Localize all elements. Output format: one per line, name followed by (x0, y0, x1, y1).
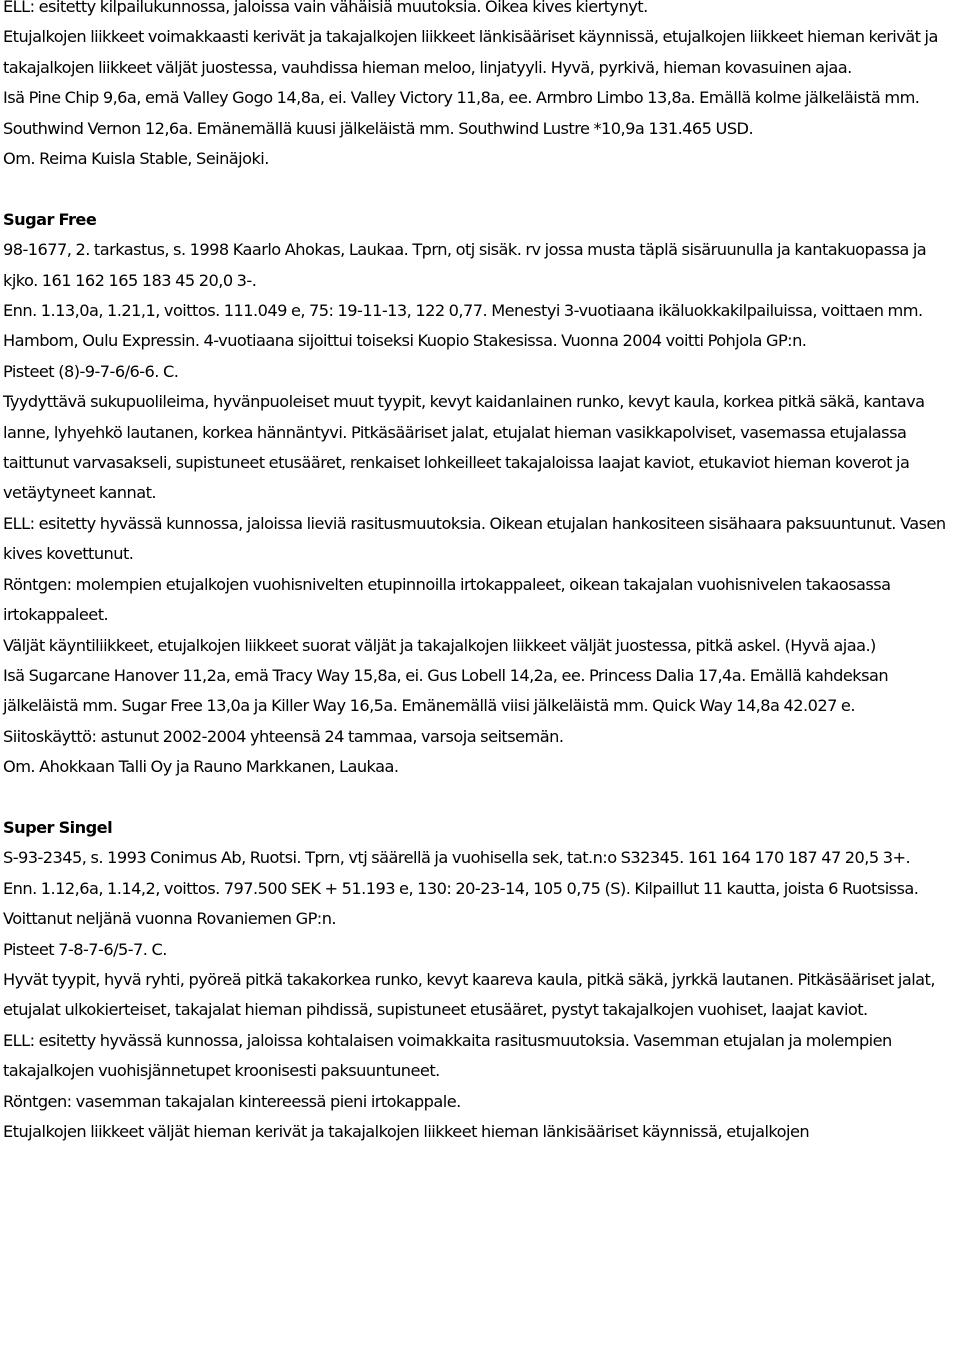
ell-paragraph: ELL: esitetty hyvässä kunnossa, jaloissa kohtalaisen voimakkaita rasitusmuutoksia. Vasemman etujalan ja molempien takajalkojen vuohisjännetupet kroonisesti paksuuntuneet. (3, 1030, 892, 1081)
movement-paragraph: Etujalkojen liikkeet voimakkaasti kerivät ja takajalkojen liikkeet länkisääriset käynnissä, etujalkojen liikkeet hieman kerivät ja takajalkojen liikkeet väljät juostessa, vauhdissa hieman meloo, linjatyyli. Hyvä, pyrkivä, hieman kovasuinen ajaa. (3, 27, 938, 77)
race-record-paragraph: Enn. 1.12,6a, 1.14,2, voittos. 797.500 SEK + 51.193 e, 130: 20-23-14, 105 0,75 (S). Kilpaillut 11 kautta, joista 6 Ruotsissa. Voittanut neljänä vuonna Rovaniemen GP:n. (3, 878, 919, 929)
race-record-paragraph: Enn. 1.13,0a, 1.21,1, voittos. 111.049 e, 75: 19-11-13, 122 0,77. Menestyi 3-vuotiaana ikäluokkakilpailuissa, voittaen mm. Hambom, Oulu Expressin. 4-vuotiaana sijoittui toiseksi Kuopio Stakesissa. Vuonna 2004 voitti Pohjola GP:n. (3, 301, 923, 351)
ell-paragraph: ELL: esitetty kilpailukunnossa, jaloissa vain vähäisiä muutoksia. Oikea kives kiertynyt. (3, 0, 648, 16)
type-paragraph: Hyvät tyypit, hyvä ryhti, pyöreä pitkä takakorkea runko, kevyt kaareva kaula, pitkä säkä, jyrkkä lautanen. Pitkäsääriset jalat, etujalat ulkokierteiset, takajalat hieman pihdissä, supistuneet etusääret, pystyt takajalkojen vuohiset, laajat kaviot. (3, 969, 935, 1020)
movement-paragraph: Etujalkojen liikkeet väljät hieman kerivät ja takajalkojen liikkeet hieman länkisääriset käynnissä, etujalkojen (3, 1122, 810, 1141)
pedigree-paragraph: Isä Sugarcane Hanover 11,2a, emä Tracy Way 15,8a, ei. Gus Lobell 14,2a, ee. Princess Dalia 17,4a. Emällä kahdeksan jälkeläistä mm. Sugar Free 13,0a ja Killer Way 16,5a. Emänemällä viisi jälkeläistä mm. Quick Way 14,8a 42.027 e. (3, 665, 889, 716)
ell-paragraph: ELL: esitetty hyvässä kunnossa, jaloissa lieviä rasitusmuutoksia. Oikean etujalan hankositeen sisähaara paksuuntunut. Vasen kives kovettunut. (3, 513, 946, 564)
horse-name-heading: Super Singel (3, 817, 113, 837)
movement-paragraph: Väljät käyntiliikkeet, etujalkojen liikkeet suorat väljät ja takajalkojen liikkeet väljät juostessa, pitkä askel. (Hyvä ajaa.) (3, 635, 876, 655)
xray-paragraph: Röntgen: vasemman takajalan kintereessä pieni irtokappale. (3, 1091, 461, 1111)
breeding-paragraph: Siitoskäyttö: astunut 2002-2004 yhteensä 24 tammaa, varsoja seitsemän. (3, 726, 564, 746)
registration-paragraph: S-93-2345, s. 1993 Conimus Ab, Ruotsi. Tprn, vtj säärellä ja vuohisella sek, tat.n:o S32345. 161 164 170 187 47 20,5 3+. (3, 848, 911, 868)
points-paragraph: Pisteet 7-8-7-6/5-7. C. (3, 939, 167, 959)
owner-paragraph: Om. Reima Kuisla Stable, Seinäjoki. (3, 149, 269, 169)
pedigree-paragraph: Isä Pine Chip 9,6a, emä Valley Gogo 14,8a, ei. Valley Victory 11,8a, ee. Armbro Limbo 13,8a. Emällä kolme jälkeläistä mm. Southwind Vernon 12,6a. Emänemällä kuusi jälkeläistä mm. Southwind Lustre *10,9a 131.465 USD. (3, 88, 920, 138)
section-spacer (3, 174, 957, 204)
horse-name-heading: Sugar Free (3, 209, 97, 229)
points-paragraph: Pisteet (8)-9-7-6/6-6. C. (3, 361, 179, 381)
owner-paragraph: Om. Ahokkaan Talli Oy ja Rauno Markkanen, Laukaa. (3, 757, 399, 777)
section-spacer (3, 783, 957, 813)
xray-paragraph: Röntgen: molempien etujalkojen vuohisnivelten etupinnoilla irtokappaleet, oikean takajalan vuohisnivelen takaosassa irtokappaleet. (3, 574, 891, 625)
registration-paragraph: 98-1677, 2. tarkastus, s. 1998 Kaarlo Ahokas, Laukaa. Tprn, otj sisäk. rv jossa musta täplä sisäruunulla ja kantakuopassa ja kjko. 161 162 165 183 45 20,0 3-. (3, 240, 927, 290)
document-page (3, 0, 957, 1147)
type-paragraph: Tyydyttävä sukupuolileima, hyvänpuoleiset muut tyypit, kevyt kaidanlainen runko, kevyt kaula, korkea pitkä säkä, kantava lanne, lyhyehkö lautanen, korkea hännäntyvi. Pitkäsääriset jalat, etujalat hieman vasikkapolviset, vasemassa etujalassa taittunut varvasakseli, supistuneet etusääret, renkaiset lohkeilleet takajaloissa laajat kaviot, etukaviot hieman koverot ja vetäytyneet kannat. (3, 392, 925, 503)
